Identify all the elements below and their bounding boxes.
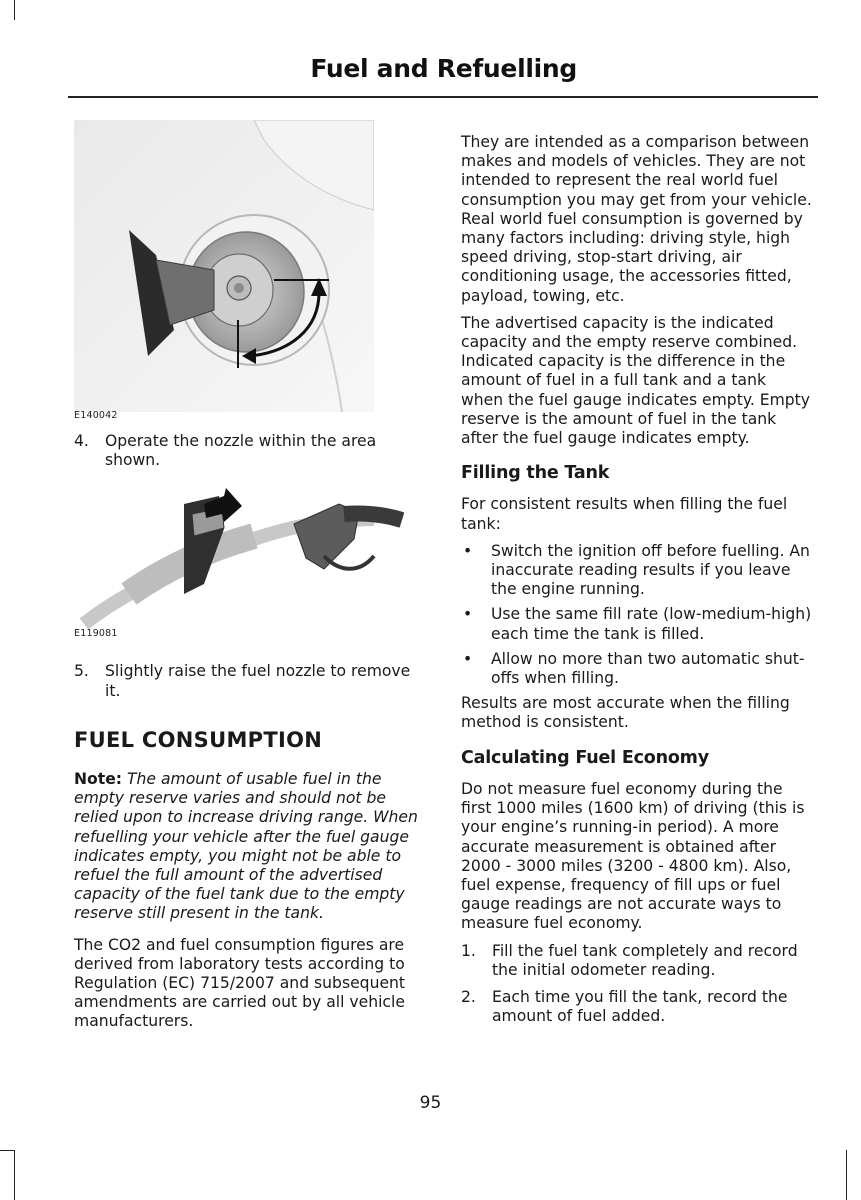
filling-intro: For consistent results when filling the fuel tank: <box>461 495 788 533</box>
bullet-text: Allow no more than two automatic shut-offs when filling. <box>491 649 805 688</box>
bullet-text: Switch the ignition off before fuelling. An inaccurate reading results if you leave the engine running. <box>491 541 810 599</box>
crop-mark-top-left <box>14 0 15 20</box>
bullet-item <box>461 650 813 688</box>
step-text: Fill the fuel tank completely and record the initial odometer reading. <box>492 941 798 979</box>
figure-code: E119081 <box>74 628 118 640</box>
calc-step-2 <box>461 988 813 1026</box>
fuel-nozzle-illustration <box>74 484 404 634</box>
capacity-paragraph: The advertised capacity is the indicated capacity and the empty reserve combined. Indicated capacity is the difference in the amount of fuel in a full tank and a tank when the fuel gauge indicates empty. Empty reserve is the amount of fuel in the tank after the fuel gauge indicates empty. <box>461 313 811 448</box>
results-paragraph: Results are most accurate when the filling method is consistent. <box>461 694 790 732</box>
note-body: The amount of usable fuel in the empty reserve varies and should not be relied upon to increase driving range. When refuelling your vehicle after the fuel gauge indicates empty, you might not be able to refuel the full amount of the advertised capacity of the fuel tank due to the empty reserve still present in the tank. <box>74 770 418 923</box>
crop-mark-bottom-left-vertical <box>14 1150 15 1200</box>
calc-step-1 <box>461 942 813 980</box>
note-paragraph <box>74 770 426 924</box>
bullet-item <box>461 605 813 643</box>
bullet-dot: • <box>463 605 473 624</box>
calculating-heading: Calculating Fuel Economy <box>461 747 709 768</box>
bullet-dot: • <box>463 649 473 668</box>
crop-mark-bottom-right <box>846 1150 847 1200</box>
right-column <box>461 133 813 1034</box>
left-column <box>74 120 426 1040</box>
bullet-text: Use the same fill rate (low-medium-high) each time the tank is filled. <box>491 605 812 643</box>
note-lead: Note: <box>74 770 123 789</box>
step-text: Slightly raise the fuel nozzle to remove it. <box>105 662 411 700</box>
bullet-dot: • <box>463 541 473 560</box>
page-header-title: Fuel and Refuelling <box>310 54 577 83</box>
crop-mark-bottom-left-horizontal <box>0 1150 15 1151</box>
step-text: Each time you fill the tank, record the amount of fuel added. <box>492 987 788 1026</box>
section-title: FUEL CONSUMPTION <box>74 727 323 752</box>
fuel-filler-illustration <box>74 120 374 412</box>
comparison-paragraph: They are intended as a comparison between makes and models of vehicles. They are not intended to represent the real world fuel consumption you may get from your vehicle. Real world fuel consumption is governed by many factors including: driving style, high speed driving, stop-start driving, air conditioning usage, the accessories fitted, payload, towing, etc. <box>461 133 812 305</box>
figure-code: E140042 <box>74 410 118 421</box>
bullet-item <box>461 542 813 600</box>
figure-nozzle <box>74 484 404 648</box>
filling-heading: Filling the Tank <box>461 463 610 484</box>
figure-fuel-filler <box>74 120 374 420</box>
header-rule <box>68 96 818 98</box>
step-5 <box>74 662 426 700</box>
co2-paragraph: The CO2 and fuel consumption figures are derived from laboratory tests according to Regulation (EC) 715/2007 and subsequent amendments are carried out by all vehicle manufacturers. <box>74 935 406 1031</box>
step-number: 1. <box>461 941 476 960</box>
step-4 <box>74 432 426 470</box>
calculating-paragraph: Do not measure fuel economy during the first 1000 miles (1600 km) of driving (this is your engine’s running-in period). A more accurate measurement is obtained after 2000 - 3000 miles (3200 - 4800 km). Also, fuel expense, frequency of fill ups or fuel gauge readings are not accurate ways to measure fuel economy. <box>461 779 805 933</box>
step-number: 2. <box>461 987 476 1006</box>
step-text: Operate the nozzle within the area shown. <box>105 432 377 470</box>
page-number: 95 <box>419 1093 442 1113</box>
step-number: 5. <box>74 662 89 681</box>
step-number: 4. <box>74 432 89 450</box>
